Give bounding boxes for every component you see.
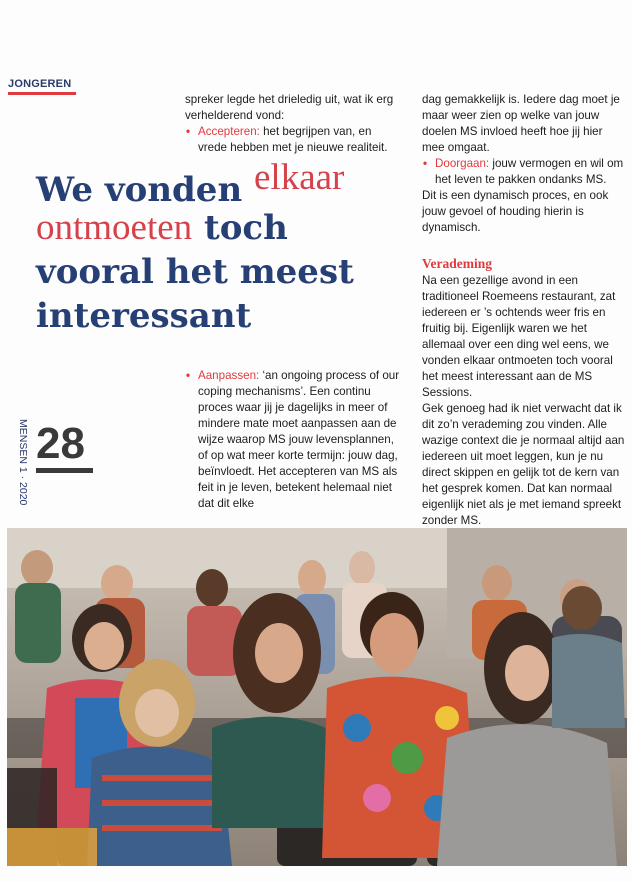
bullet-accepteren <box>185 124 395 156</box>
text-doorgaan: jouw vermogen en wil om het leven te pakken ondanks MS. <box>435 157 624 186</box>
column-a <box>185 92 395 156</box>
term-doorgaan: Doorgaan: <box>435 157 490 170</box>
bullet-doorgaan <box>422 156 627 188</box>
column-b-continuation: dag gemakkelijk is. Iedere dag moet je maar weer zien op welke van jouw doelen MS invloed heeft hoe jij hier mee omgaat. <box>422 93 620 154</box>
bullet-icon: • <box>423 157 428 170</box>
subheading-verademing: Verademing <box>422 256 492 271</box>
headline-line-4: interessant <box>36 296 252 336</box>
text-accepteren: het begrijpen van, en vrede hebben met je nieuwe realiteit. <box>198 125 388 154</box>
photo-illustration <box>7 528 627 866</box>
headline-line-2: ontmoeten toch <box>36 207 288 248</box>
bullet-icon: • <box>186 369 191 382</box>
bullet-icon: • <box>186 125 191 138</box>
headline-line-3: vooral het meest <box>36 252 354 292</box>
section-label: JONGEREN <box>8 78 72 90</box>
text-aanpassen: ‘an ongoing process of our coping mechanisms’. Een continu proces waar jij je dagelijks in meer of mindere mate moet aanpassen aan de wijze waarop MS jouw levensplannen, of op wat meer korte termijn: jouw dag, beïnvloedt. Het accepteren van MS als feit in je leven, betekent helemaal niet dat dit elke <box>198 369 400 510</box>
page-number: 28 <box>36 419 85 468</box>
bullet-aanpassen <box>185 368 400 512</box>
headline-line-1: We vonden elkaar <box>36 157 345 210</box>
column-b <box>422 92 627 529</box>
column-c <box>185 368 400 512</box>
headline <box>36 157 406 338</box>
column-b-after: Dit is een dynamisch proces, en ook jouw gevoel of houding hierin is dynamisch. <box>422 189 609 234</box>
term-aanpassen: Aanpassen: <box>198 369 260 382</box>
magazine-issue: MENSEN 1 · 2020 <box>17 419 29 506</box>
page-number-bar <box>36 468 93 473</box>
section-underline <box>8 92 76 95</box>
group-photo <box>7 528 627 866</box>
term-accepteren: Accepteren: <box>198 125 260 138</box>
column-a-intro: spreker legde het drieledig uit, wat ik erg verhelderend vond: <box>185 93 394 122</box>
paragraph-verademing-1: Na een gezellige avond in een traditioneel Roemeens restaurant, zat iedereen er ’s ochtends weer fris en fruitig bij. Eigenlijk waren we het allemaal over een ding wel eens, we vonden elkaar ontmoeten toch vooral het meest interessant aan de MS Sessions. <box>422 274 616 399</box>
paragraph-verademing-2: Gek genoeg had ik niet verwacht dat ik dit zo’n verademing zou vinden. Alle wazige context die je normaal altijd aan iedereen uit moet leggen, kun je nu direct skippen en gelijk tot de kern van het gesprek komen. Dat kan normaal eigenlijk niet als je met iemand spreekt zonder MS. <box>422 402 625 527</box>
